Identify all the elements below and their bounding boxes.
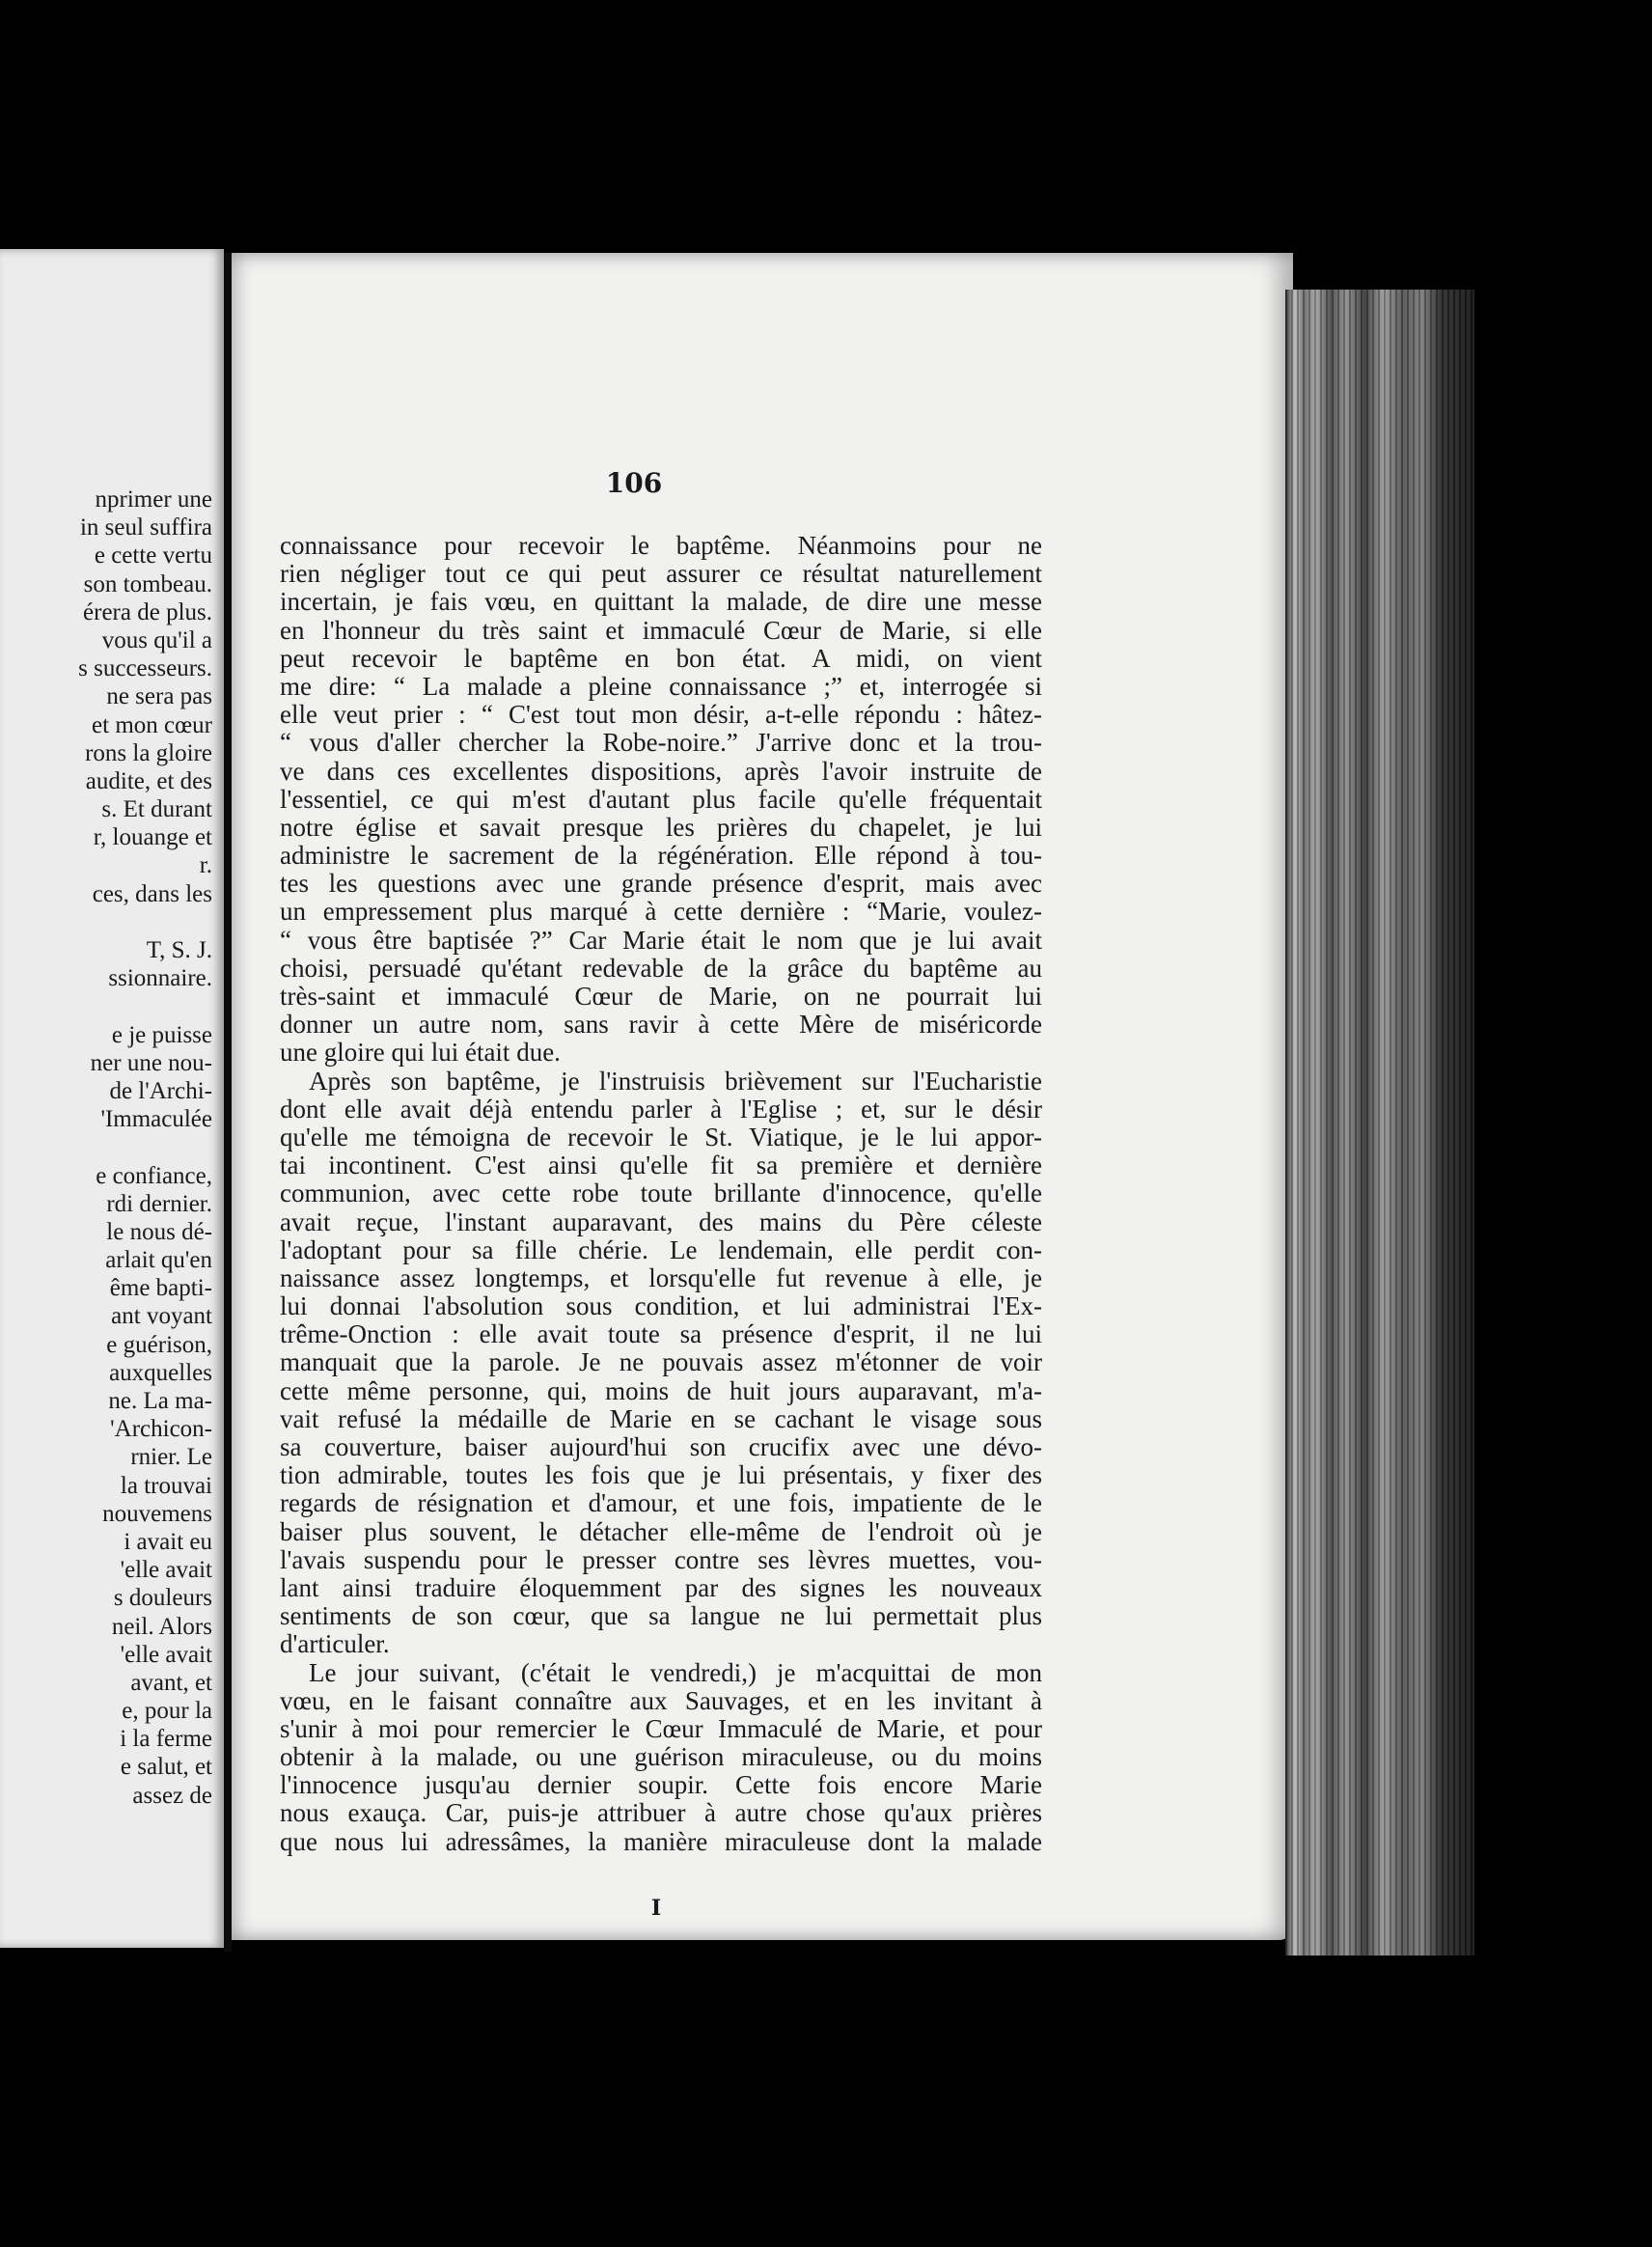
left-page-line: neil. Alors — [111, 1613, 212, 1640]
left-page-line: 'Immaculée — [100, 1106, 212, 1133]
left-page-line: e, pour la — [122, 1698, 212, 1725]
text-line: cette même personne, qui, moins de huit jours auparavant, m'a- — [280, 1376, 1042, 1405]
left-page-line: e salut, et — [120, 1754, 212, 1781]
left-facing-page — [0, 249, 224, 1948]
text-line: lant ainsi traduire éloquemment par des signes les nouveaux — [280, 1573, 1042, 1602]
left-page-line: s successeurs. — [78, 655, 212, 682]
text-line: d'articuler. — [280, 1630, 390, 1659]
left-page-line: ner une nou- — [90, 1049, 212, 1076]
left-page-line — [0, 1133, 224, 1161]
text-line: manquait que la parole. Je ne pouvais assez m'étonner de voir — [280, 1348, 1042, 1377]
text-line: l'essentiel, ce qui m'est d'autant plus facile qu'elle fréquentait — [280, 785, 1042, 814]
text-line: tes les questions avec une grande présence d'esprit, mais avec — [280, 870, 1042, 899]
text-line: elle veut prier : “ C'est tout mon désir, a-t-elle répondu : hâtez- — [280, 701, 1042, 730]
text-line: qu'elle me témoigna de recevoir le St. Viatique, je le lui appor- — [280, 1123, 1042, 1151]
text-line: regards de résignation et d'amour, et une fois, impatiente de le — [280, 1489, 1042, 1518]
left-page-line — [0, 908, 224, 936]
text-line: vœu, en le faisant connaître aux Sauvages, et en les invitant à — [280, 1686, 1042, 1715]
text-line: sa couverture, baiser aujourd'hui son crucifix avec une dévo- — [280, 1433, 1042, 1461]
left-page-line: le nous dé- — [106, 1218, 212, 1245]
left-page-line: e cette vertu — [94, 542, 212, 569]
left-page-line: ant voyant — [111, 1303, 212, 1330]
text-line: un empressement plus marqué à cette dernière : “Marie, voulez- — [280, 898, 1042, 927]
left-page-line: la trouvai — [120, 1472, 212, 1499]
left-page-line: e je puisse — [111, 1021, 212, 1048]
text-line: l'adoptant pour sa fille chérie. Le lendemain, elle perdit con- — [280, 1235, 1042, 1264]
left-page-text — [0, 485, 224, 1810]
left-page-line: auxquelles — [109, 1359, 212, 1386]
text-line: tai incontinent. C'est ainsi qu'elle fit sa première et dernière — [280, 1151, 1042, 1180]
left-page-line: 'Archicon- — [110, 1416, 212, 1443]
left-page-line: assez de — [132, 1782, 212, 1809]
text-line: notre église et savait presque les prières du chapelet, je lui — [280, 813, 1042, 842]
left-page-line: érera de plus. — [83, 598, 212, 625]
text-line: donner un autre nom, sans ravir à cette Mère de miséricorde — [280, 1011, 1042, 1040]
left-page-line: et mon cœur — [92, 711, 212, 738]
text-line: ve dans ces excellentes dispositions, après l'avoir instruite de — [280, 757, 1042, 786]
left-page-line: s. Et durant — [101, 796, 212, 823]
text-line: “ vous être baptisée ?” Car Marie était le nom que je lui avait — [280, 926, 1042, 955]
text-line: une gloire qui lui était due. — [280, 1039, 561, 1068]
left-page-line: nprimer une — [95, 486, 212, 513]
left-page-line: rnier. Le — [130, 1444, 212, 1471]
text-line: “ vous d'aller chercher la Robe-noire.” J'arrive donc et la trou- — [280, 729, 1042, 758]
left-page-line: vous qu'il a — [101, 626, 212, 653]
left-page-line: son tombeau. — [83, 570, 212, 597]
text-line: administre le sacrement de la régénération. Elle répond à tou- — [280, 842, 1042, 871]
left-page-line: nouvemens — [102, 1500, 212, 1527]
left-page-line: i la ferme — [120, 1726, 212, 1753]
left-page-line: 'elle avait — [120, 1641, 212, 1668]
left-page-line: i avait eu — [124, 1528, 212, 1555]
left-page-line: ssionnaire. — [108, 965, 212, 992]
text-line: me dire: “ La malade a pleine connaissance ;” et, interrogée si — [280, 672, 1042, 701]
left-page-line: rons la gloire — [85, 739, 212, 766]
page-body-text — [280, 532, 1042, 1856]
left-page-line: arlait qu'en — [105, 1247, 212, 1274]
left-page-line: s douleurs — [113, 1585, 212, 1612]
text-line: peut recevoir le baptême en bon état. A midi, on vient — [280, 644, 1042, 673]
left-page-line: ne sera pas — [106, 683, 212, 710]
left-page-line: ces, dans les — [92, 880, 212, 907]
text-line: s'unir à moi pour remercier le Cœur Immaculé de Marie, et pour — [280, 1714, 1042, 1743]
left-page-line: rdi dernier. — [106, 1190, 212, 1217]
left-page-line: in seul suffira — [79, 514, 212, 541]
text-line: nous exauça. Car, puis-je attribuer à autre chose qu'aux prières — [280, 1799, 1042, 1828]
text-line: l'innocence jusqu'au dernier soupir. Cette fois encore Marie — [280, 1771, 1042, 1800]
text-line: avait reçue, l'instant auparavant, des mains du Père céleste — [280, 1207, 1042, 1236]
text-line: choisi, persuadé qu'étant redevable de la grâce du baptême au — [280, 954, 1042, 983]
left-page-line: r. — [199, 852, 212, 879]
left-page-line: ne. La ma- — [108, 1388, 212, 1414]
left-page-line: audite, et des — [85, 767, 212, 794]
left-page-line: 'elle avait — [120, 1557, 212, 1584]
signature-mark: I — [650, 1896, 662, 1921]
text-line: sentiments de son cœur, que sa langue ne lui permettait plus — [280, 1602, 1042, 1631]
text-line: très-saint et immaculé Cœur de Marie, on ne pourrait lui — [280, 983, 1042, 1011]
left-page-line — [0, 992, 224, 1020]
left-page-line: r, louange et — [93, 824, 212, 851]
text-line: communion, avec cette robe toute brillante d'innocence, qu'elle — [280, 1179, 1042, 1208]
text-line: connaissance pour recevoir le baptême. Néanmoins pour ne — [280, 532, 1042, 560]
text-line: dont elle avait déjà entendu parler à l'Eglise ; et, sur le désir — [280, 1095, 1042, 1124]
left-page-line: de l'Archi- — [109, 1077, 212, 1104]
text-line: baiser plus souvent, le détacher elle-même de l'endroit où je — [280, 1517, 1042, 1546]
text-line: trême-Onction : elle avait toute sa présence d'esprit, il ne lui — [280, 1320, 1042, 1349]
left-page-line: e confiance, — [96, 1162, 212, 1189]
book-gutter — [224, 253, 232, 1952]
text-line: rien négliger tout ce qui peut assurer ce résultat naturellement — [280, 560, 1042, 589]
text-line: lui donnai l'absolution sous condition, et lui administrai l'Ex- — [280, 1292, 1042, 1321]
left-page-line: T, S. J. — [146, 937, 212, 963]
text-line: incertain, je fais vœu, en quittant la malade, de dire une messe — [280, 588, 1042, 617]
text-line: Le jour suivant, (c'était le vendredi,) je m'acquittai de mon — [309, 1658, 1042, 1687]
text-line: naissance assez longtemps, et lorsqu'elle fut revenue à elle, je — [280, 1263, 1042, 1292]
text-line: obtenir à la malade, ou une guérison miraculeuse, ou du moins — [280, 1743, 1042, 1772]
text-line: vait refusé la médaille de Marie en se cachant le visage sous — [280, 1404, 1042, 1433]
text-line: en l'honneur du très saint et immaculé Cœur de Marie, si elle — [280, 616, 1042, 645]
text-line: tion admirable, toutes les fois que je lui présentais, y fixer des — [280, 1461, 1042, 1490]
left-page-line: ême bapti- — [109, 1275, 212, 1302]
left-page-line: e guérison, — [106, 1331, 212, 1358]
text-line: l'avais suspendu pour le presser contre ses lèvres muettes, vou- — [280, 1545, 1042, 1574]
text-line: que nous lui adressâmes, la manière miraculeuse dont la malade — [280, 1827, 1042, 1856]
text-line: Après son baptême, je l'instruisis brièvement sur l'Eucharistie — [309, 1067, 1042, 1096]
page-number: 106 — [605, 467, 663, 499]
left-page-line: avant, et — [130, 1669, 212, 1696]
book-page-edges — [1285, 290, 1474, 1956]
